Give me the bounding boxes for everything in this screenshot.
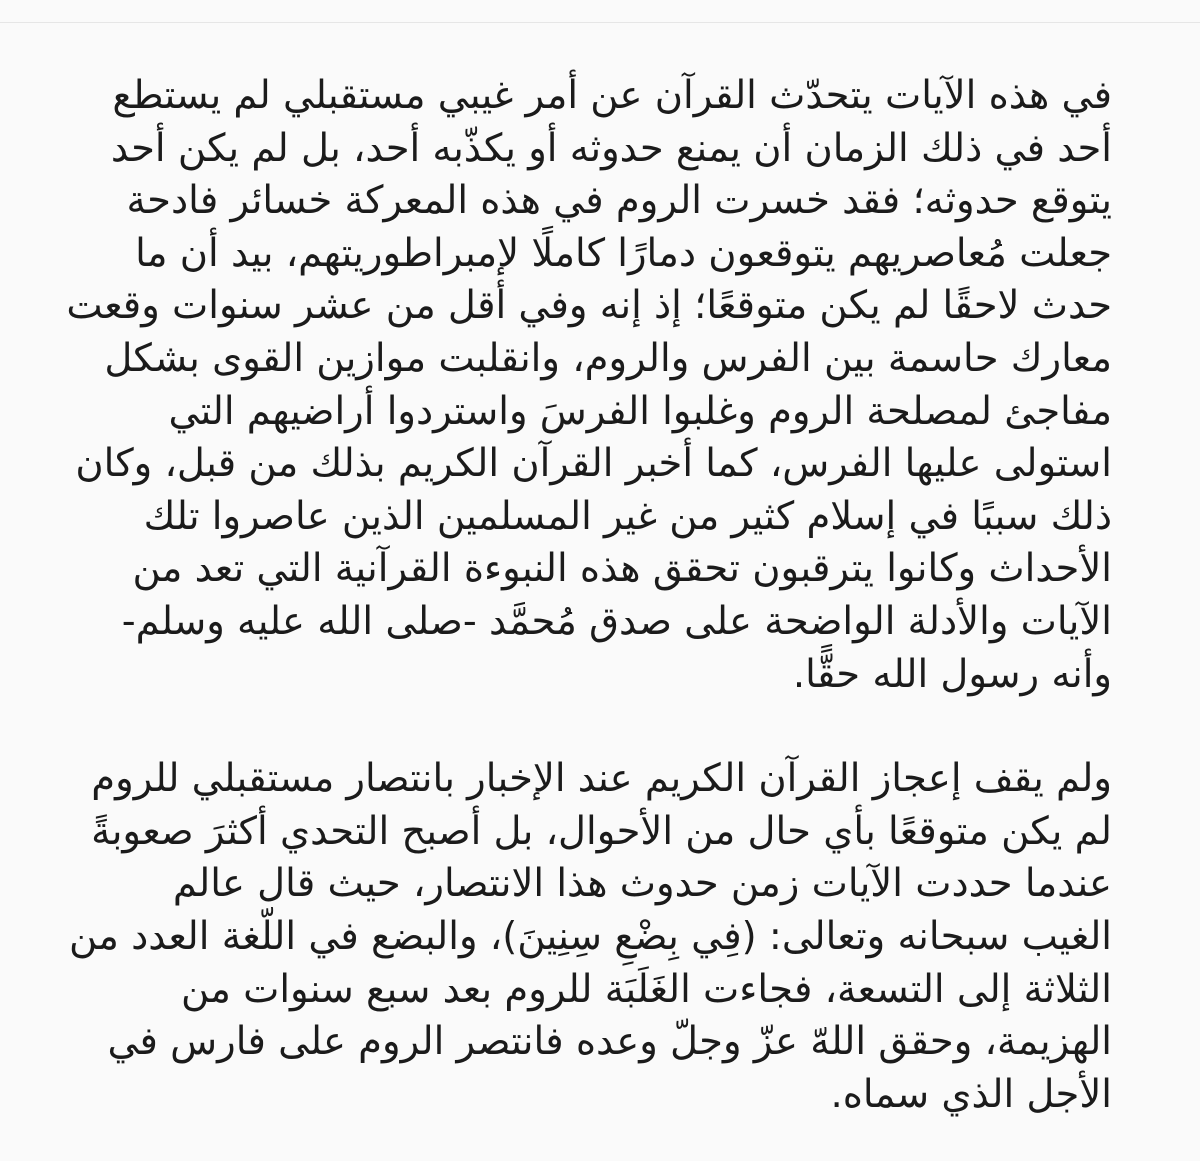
text-line: عندما حددت الآيات زمن حدوث هذا الانتصار، حيث قال عالم	[172, 861, 1112, 907]
top-bar	[0, 0, 1200, 23]
text-line: الغيب سبحانه وتعالى: (فِي بِضْعِ سِنِينَ)، والبضع في اللّغة العدد من	[68, 913, 1112, 959]
text-line: الأحداث وكانوا يترقبون تحقق هذه النبوءة القرآنية التي تعد من	[132, 546, 1112, 592]
text-line: حدث لاحقًا لم يكن متوقعًا؛ إذ إنه وفي أقل من عشر سنوات وقعت	[66, 283, 1112, 329]
text-line: استولى عليها الفرس، كما أخبر القرآن الكريم بذلك من قبل، وكان	[75, 441, 1112, 487]
text-line: أحد في ذلك الزمان أن يمنع حدوثه أو يكذّبه أحد، بل لم يكن أحد	[110, 125, 1112, 171]
text-line: الثلاثة إلى التسعة، فجاءت الغَلَبَة للروم بعد سبع سنوات من	[180, 966, 1112, 1012]
text-line: جعلت مُعاصريهم يتوقعون دمارًا كاملًا لإمبراطوريتهم، بيد أن ما	[135, 230, 1112, 276]
text-line: الأجل الذي سماه.	[830, 1071, 1112, 1117]
article-body	[66, 70, 1112, 1121]
text-line: وأنه رسول الله حقًّا.	[792, 651, 1112, 697]
text-line: ذلك سببًا في إسلام كثير من غير المسلمين الذين عاصروا تلك	[143, 493, 1112, 539]
paragraph-1	[66, 70, 1112, 701]
paragraph-2	[68, 753, 1112, 1121]
text-line: معارك حاسمة بين الفرس والروم، وانقلبت موازين القوى بشكل	[104, 335, 1112, 381]
text-line: في هذه الآيات يتحدّث القرآن عن أمر غيبي مستقبلي لم يستطع	[112, 73, 1112, 118]
text-line: ولم يقف إعجاز القرآن الكريم عند الإخبار بانتصار مستقبلي للروم	[91, 756, 1112, 802]
paragraph-spacer	[90, 701, 1112, 753]
text-line: الآيات والأدلة الواضحة على صدق مُحمَّد -صلى الله عليه وسلم-	[121, 598, 1112, 644]
text-line: لم يكن متوقعًا بأي حال من الأحوال، بل أصبح التحدي أكثرَ صعوبةً	[91, 808, 1112, 854]
text-line: مفاجئ لمصلحة الروم وغلبوا الفرسَ واستردوا أراضيهم التي	[168, 388, 1112, 434]
text-line: يتوقع حدوثه؛ فقد خسرت الروم في هذه المعركة خسائر فادحة	[126, 178, 1112, 224]
text-line: الهزيمة، وحقق اللهّ عزّ وجلّ وعده فانتصر الروم على فارس في	[107, 1019, 1112, 1065]
